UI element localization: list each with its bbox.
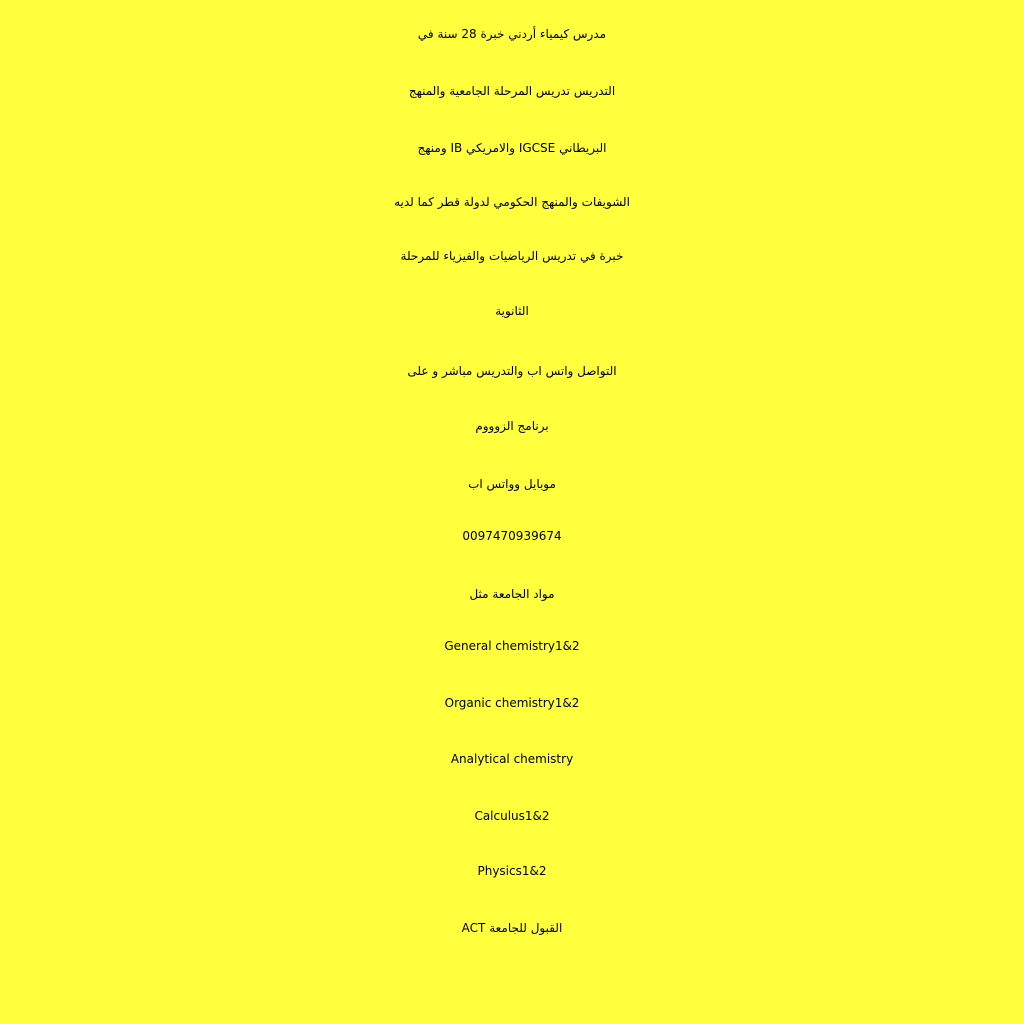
text-line-11: مواد الجامعة مثل	[469, 587, 555, 601]
text-line-2: التدريس تدريس المرحلة الجامعية والمنهج	[408, 84, 616, 98]
text-line-5: خبرة في تدريس الرياضيات والفيزياء للمرحلة	[400, 249, 624, 263]
text-line-6: الثانوية	[495, 304, 529, 318]
text-line-1: مدرس كيمياء أردني خبرة 28 سنة في	[417, 27, 607, 41]
course-general-chemistry: General chemistry1&2	[444, 639, 580, 653]
text-line-4: الشويفات والمنهج الحكومي لدولة قطر كما لديه	[394, 195, 630, 209]
text-line-3: البريطاني IGCSE والامريكي IB ومنهج	[417, 141, 607, 155]
text-line-9: موبايل وواتس اب	[468, 477, 556, 491]
phone-number: 0097470939674	[462, 529, 562, 543]
course-analytical-chemistry: Analytical chemistry	[450, 752, 574, 766]
text-line-7: التواصل واتس اب والتدريس مباشر و على	[407, 364, 617, 378]
course-physics: Physics1&2	[477, 864, 547, 878]
course-organic-chemistry: Organic chemistry1&2	[444, 696, 580, 710]
act-admission-line: القبول للجامعة ACT	[461, 921, 563, 935]
course-calculus: Calculus1&2	[474, 809, 550, 823]
text-line-8: برنامج الزوووم	[475, 419, 549, 433]
